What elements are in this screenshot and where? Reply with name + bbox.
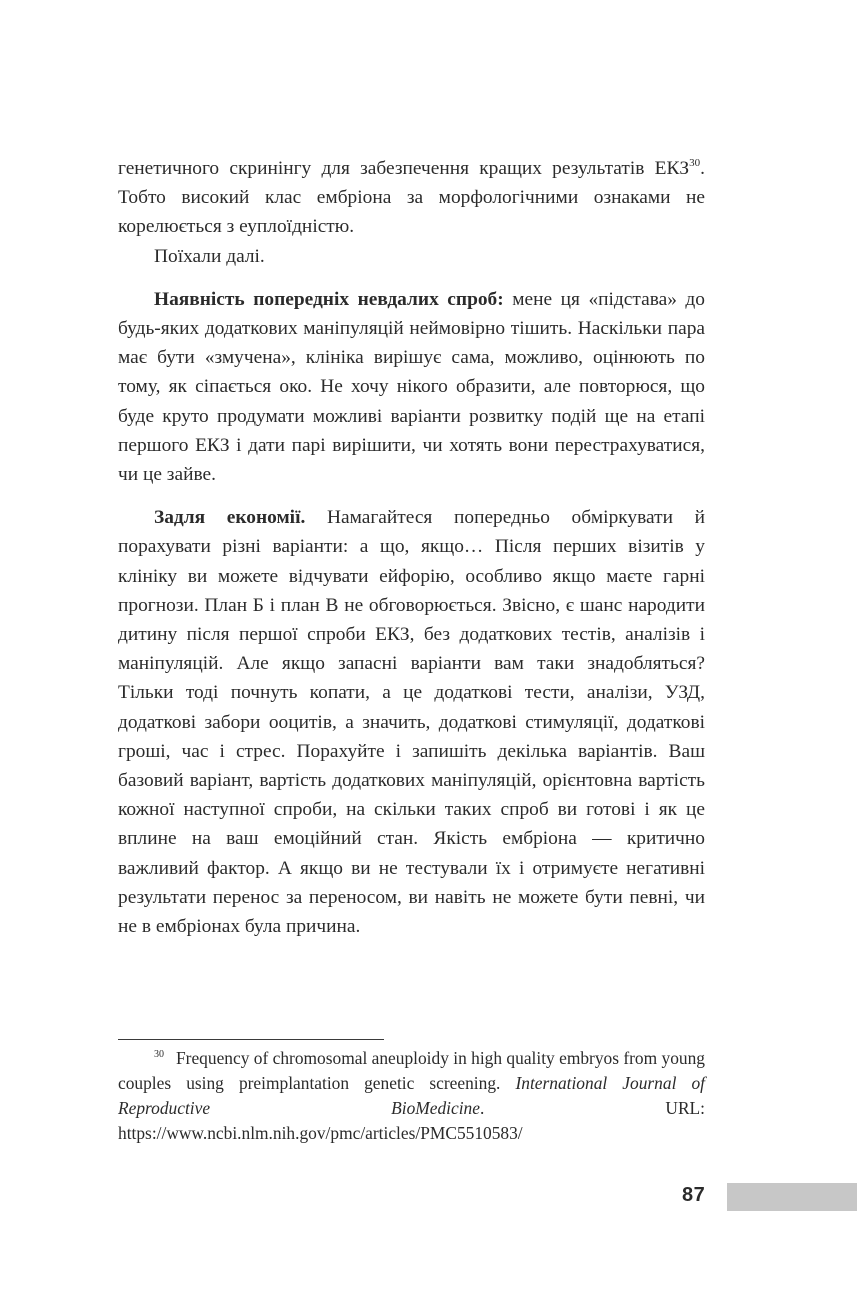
paragraph-1 [118, 154, 705, 242]
page-number: 87 [682, 1184, 706, 1206]
footnote-reference[interactable]: 30 [689, 156, 701, 169]
footnote [118, 1046, 705, 1146]
footnote-journal: International Journal of Reproductive BioMedicine [118, 1073, 705, 1118]
paragraph-3-heading: Наявність попередніх невдалих спроб: [154, 288, 504, 310]
footnote-url[interactable]: . URL: https://www.ncbi.nlm.nih.gov/pmc/articles/PMC5510583/ [118, 1098, 706, 1143]
paragraph-1-text-cont: . Тобто високий клас ембріона за морфологічними ознаками не корелюється з еуплоїдністю. [118, 158, 705, 238]
paragraph-3-text: мене ця «підстава» до будь-яких додаткових маніпуляцій неймовірно тішить. Наскільки пара має бути «змучена», клініка вирішує сама, можливо, оцінюють по тому, як сіпається око. Не хочу нікого образити, але повторюся, що буде круто продумати можливі варіанти розвитку подій ще на етапі першого ЕКЗ і дати парі вирішити, чи хотять вони перестрахуватися, чи це зайве. [118, 288, 705, 486]
paragraph-4-heading: Задля економії. [154, 507, 306, 529]
footnote-number: 30 [154, 1049, 164, 1061]
footnote-divider [118, 1039, 384, 1040]
main-text [118, 154, 705, 941]
paragraph-4 [118, 503, 705, 941]
paragraph-2: Поїхали далі. [154, 245, 265, 267]
paragraph-4-text: Намагайтеся попередньо обміркувати й порахувати різні варіанти: а що, якщо… Після перших візитів у клініку ви можете відчувати ейфорію, особливо якщо маєте гарні прогнози. План Б і план В не обговорюється. Звісно, є шанс народити дитину після першої спроби ЕКЗ, без додаткових тестів, аналізів і маніпуляцій. Але якщо запасні варіанти вам таки знадобляться? Тільки тоді почнуть копати, а це додаткові тести, аналізи, УЗД, додаткові забори ооцитів, а значить, додаткові стимуляції, додаткові гроші, час і стрес. Порахуйте і запишіть декілька варіантів. Ваш базовий варіант, вартість додаткових маніпуляцій, орієнтовна вартість кожної наступної спроби, на скільки таких спроб ви готові і як це вплине на ваш емоційний стан. Якість ембріона — критично важливий фактор. А якщо ви не тестували їх і отримуєте негативні результати перенос за переносом, ви навіть не можете бути певні, чи не в ембріонах була причина. [118, 507, 705, 938]
footnote-text: Frequency of chromosomal aneuploidy in high quality embryos from young couples using preimplantation genetic screening. [118, 1048, 705, 1093]
page-edge-tab [727, 1183, 857, 1211]
paragraph-3 [118, 285, 705, 489]
paragraph-1-text: генетичного скринінгу для забезпечення кращих результатів ЕКЗ [118, 158, 690, 179]
